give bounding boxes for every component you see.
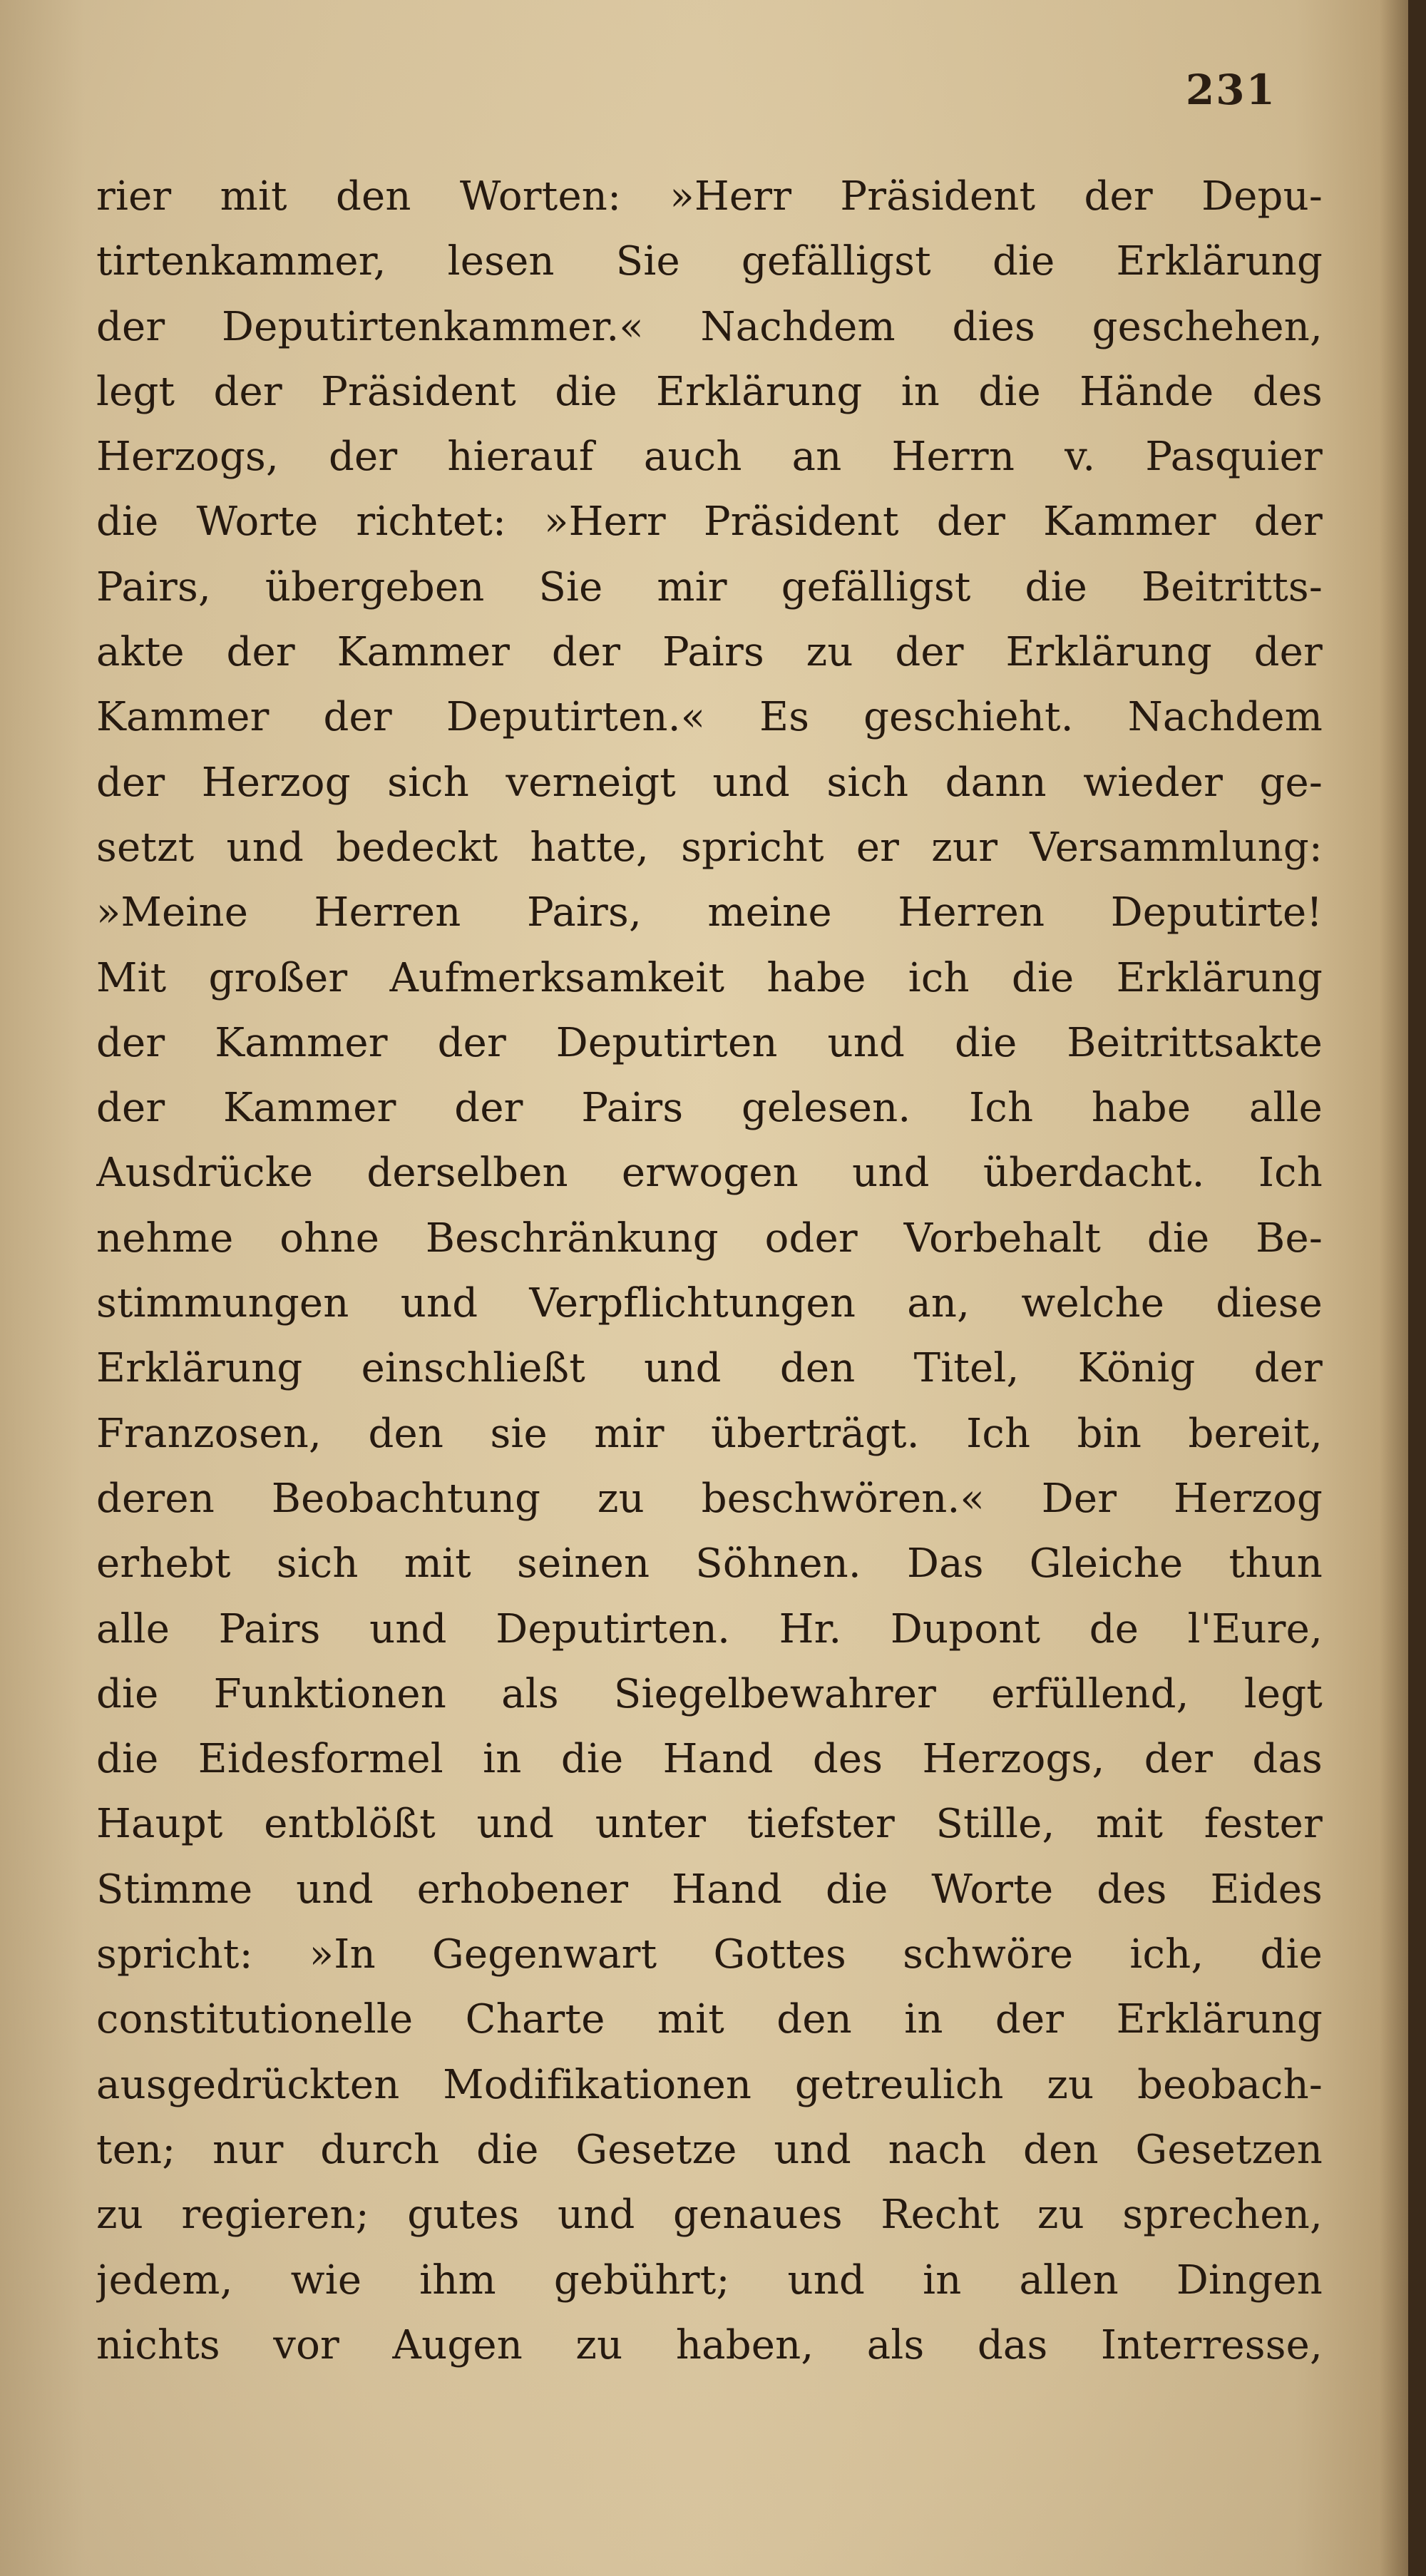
text-line: jedem, wie ihm gebührt; und in allen Dingen [96,2256,1323,2304]
text-line: setzt und bedeckt hatte, spricht er zur Versammlung: [96,824,1323,871]
text-line: die Eidesformel in die Hand des Herzogs, der das [96,1736,1323,1783]
text-line: ten; nur durch die Gesetze und nach den Gesetzen [96,2126,1323,2173]
text-line: zu regieren; gutes und genaues Recht zu sprechen, [96,2192,1323,2239]
text-line: stimmungen und Verpflichtungen an, welche diese [96,1280,1323,1327]
text-line: Erklärung einschließt und den Titel, König der [96,1345,1323,1392]
text-line: der Deputirtenkammer.« Nachdem dies geschehen, [96,303,1323,350]
book-spine-edge [1408,0,1426,2576]
text-line: der Kammer der Pairs gelesen. Ich habe alle [96,1085,1323,1132]
text-line: deren Beobachtung zu beschwören.« Der Herzog [96,1475,1323,1522]
text-line: die Worte richtet: »Herr Präsident der Kammer der [96,499,1323,546]
text-line: erhebt sich mit seinen Söhnen. Das Gleiche thun [96,1540,1323,1588]
text-line: der Herzog sich verneigt und sich dann wieder ge- [96,759,1323,806]
page-number: 231 [1185,66,1276,114]
text-line: rier mit den Worten: »Herr Präsident der Depu- [96,173,1323,220]
text-line: constitutionelle Charte mit den in der Erklärung [96,1996,1323,2043]
text-line: die Funktionen als Siegelbewahrer erfüllend, legt [96,1670,1323,1717]
body-text [96,164,1323,2378]
text-line: Franzosen, den sie mir überträgt. Ich bin bereit, [96,1410,1323,1457]
page-edge-shadow [1380,0,1408,2576]
text-line: legt der Präsident die Erklärung in die Hände des [96,368,1323,415]
text-line: Herzogs, der hierauf auch an Herrn v. Pasquier [96,434,1323,481]
text-line: Haupt entblößt und unter tiefster Stille, mit fester [96,1801,1323,1848]
text-line: Kammer der Deputirten.« Es geschieht. Nachdem [96,694,1323,741]
text-line: Ausdrücke derselben erwogen und überdacht. Ich [96,1150,1323,1197]
text-line: Mit großer Aufmerksamkeit habe ich die Erklärung [96,954,1323,1001]
text-line: Stimme und erhobener Hand die Worte des Eides [96,1866,1323,1913]
text-line: tirtenkammer, lesen Sie gefälligst die Erklärung [96,238,1323,285]
text-line: Pairs, übergeben Sie mir gefälligst die Beitritts- [96,563,1323,610]
text-line: nichts vor Augen zu haben, als das Interresse, [96,2321,1323,2368]
text-line: ausgedrückten Modifikationen getreulich zu beobach- [96,2061,1323,2108]
text-line: akte der Kammer der Pairs zu der Erklärung der [96,629,1323,676]
text-line: alle Pairs und Deputirten. Hr. Dupont de l'Eure, [96,1605,1323,1652]
text-line: »Meine Herren Pairs, meine Herren Deputirte! [96,889,1323,936]
text-line: der Kammer der Deputirten und die Beitrittsakte [96,1019,1323,1066]
text-line: spricht: »In Gegenwart Gottes schwöre ich, die [96,1931,1323,1978]
text-line: nehme ohne Beschränkung oder Vorbehalt die Be- [96,1215,1323,1262]
